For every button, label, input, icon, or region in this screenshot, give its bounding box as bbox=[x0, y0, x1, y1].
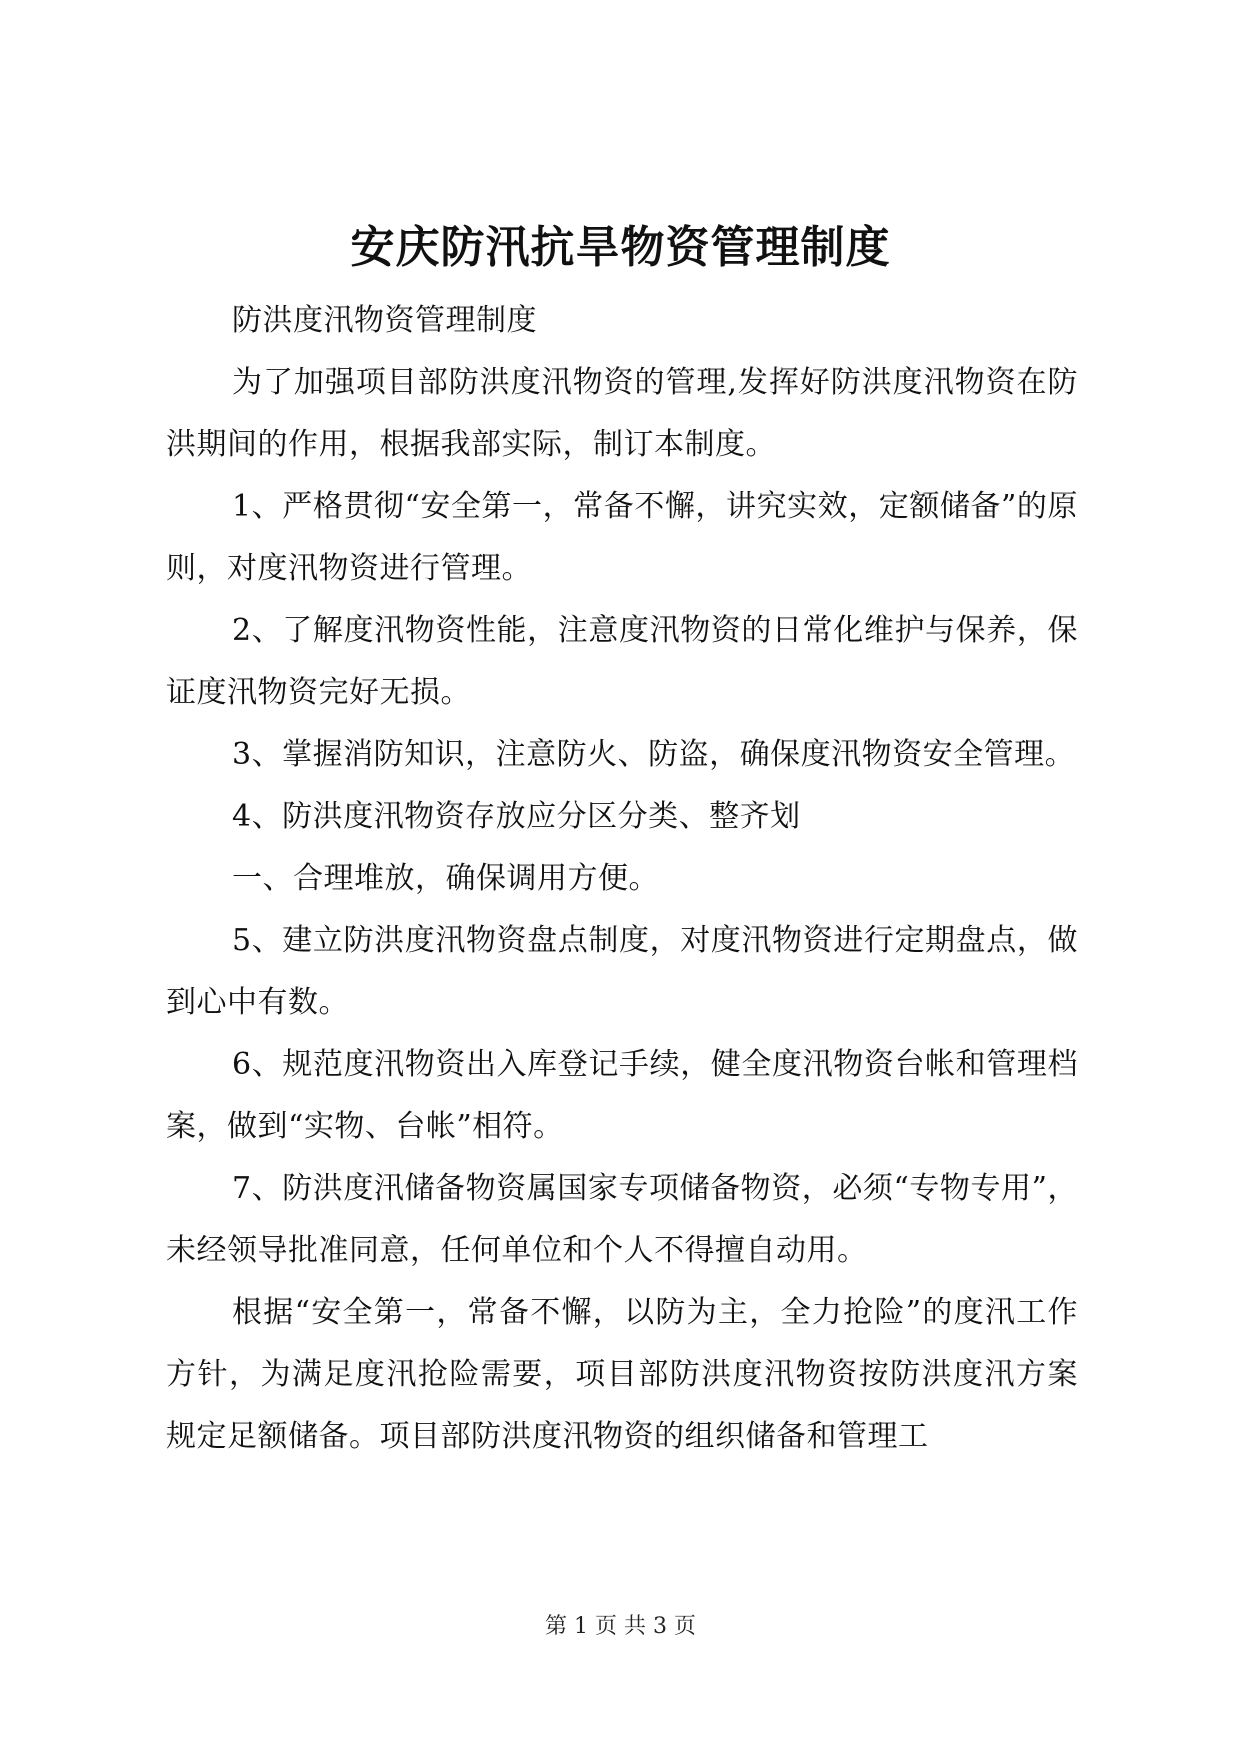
paragraph-item-1: 1、严格贯彻“安全第一，常备不懈，讲究实效，定额储备”的原则，对度汛物资进行管理。 bbox=[166, 489, 1078, 586]
paragraph-subtitle: 防洪度汛物资管理制度 bbox=[232, 303, 537, 338]
paragraph-work-policy: 根据“安全第一，常备不懈，以防为主，全力抢险”的度汛工作方针，为满足度汛抢险需要，项目部防洪度汛物资按防洪度汛方案规定足额储备。项目部防洪度汛物资的组织储备和管理工 bbox=[166, 1295, 1078, 1454]
paragraph-item-4-continued: 一、合理堆放，确保调用方便。 bbox=[232, 861, 659, 896]
paragraph-item-4: 4、防洪度汛物资存放应分区分类、整齐划 bbox=[232, 799, 801, 834]
page-number-footer: 第 1 页 共 3 页 bbox=[545, 1614, 696, 1639]
paragraph-intro: 为了加强项目部防洪度汛物资的管理,发挥好防洪度汛物资在防洪期间的作用，根据我部实际，制订本制度。 bbox=[166, 365, 1078, 462]
paragraph-item-5: 5、建立防洪度汛物资盘点制度，对度汛物资进行定期盘点，做到心中有数。 bbox=[166, 923, 1078, 1020]
paragraph-item-3: 3、掌握消防知识，注意防火、防盗，确保度汛物资安全管理。 bbox=[232, 737, 1076, 772]
document-body bbox=[166, 290, 1078, 1468]
paragraph-item-7: 7、防洪度汛储备物资属国家专项储备物资，必须“专物专用”，未经领导批准同意，任何单位和个人不得擅自动用。 bbox=[166, 1171, 1078, 1268]
paragraph-item-6: 6、规范度汛物资出入库登记手续，健全度汛物资台帐和管理档案，做到“实物、台帐”相符。 bbox=[166, 1047, 1078, 1144]
document-title: 安庆防汛抗旱物资管理制度 bbox=[350, 222, 891, 273]
paragraph-item-2: 2、了解度汛物资性能，注意度汛物资的日常化维护与保养，保证度汛物资完好无损。 bbox=[166, 613, 1078, 710]
